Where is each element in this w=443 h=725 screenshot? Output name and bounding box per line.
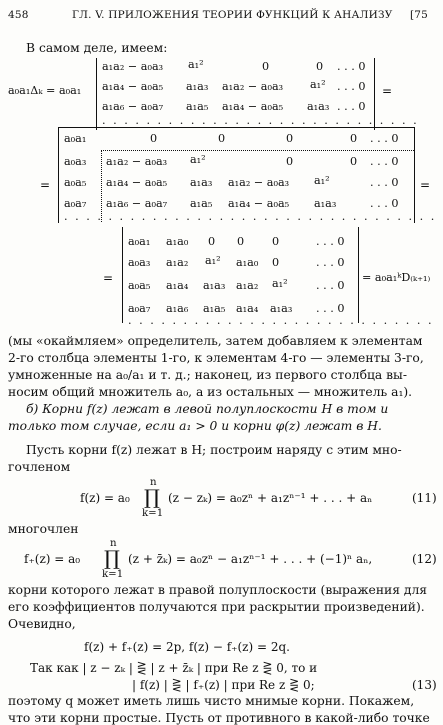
det1-r2c1: a₁a₄ − a₀a₅ [102, 80, 164, 93]
eq12-prod-bottom: k=1 [102, 569, 124, 580]
det2-r2c1: a₀a₃ [64, 155, 87, 168]
det3-r2c6: . . . 0 [316, 256, 345, 269]
det1-lhs: a₀a₁Δₖ = a₀a₁ [8, 84, 82, 97]
det3-r1c3: 0 [208, 235, 216, 248]
det3-r2c3: a₁² [205, 254, 221, 267]
det2-r2c5: 0 [350, 155, 358, 168]
det3-r4c6: . . . 0 [316, 302, 345, 315]
eq11-prod-bottom: k=1 [142, 508, 164, 519]
eq12-number: (12) [412, 552, 437, 566]
det3-r3c2: a₁a₄ [166, 279, 189, 292]
para1-line4: носим общий множитель a₀, а из остальных — множитель a₁). [8, 385, 413, 399]
det1-r3c3: a₁a₄ − a₀a₅ [222, 100, 284, 113]
det1-r2c4: a₁² [310, 78, 326, 91]
det2-top-rule [58, 127, 414, 128]
det2-r3c3: a₁a₃ [190, 176, 213, 189]
det3-right-bar [358, 227, 359, 323]
det2-r4c3: a₁a₅ [190, 197, 213, 210]
det3-left-bar [122, 227, 123, 323]
det1-r3c5: . . . 0 [337, 100, 366, 113]
det2-r4c5: a₁a₃ [314, 197, 337, 210]
det2-dots-row: . . . . . . . . . . . . . . . . . . . . . . . . . . . . . . . . . . [64, 210, 437, 223]
page-number: 458 [8, 9, 29, 21]
det2-r3c6: . . . 0 [370, 176, 399, 189]
running-title: ГЛ. V. ПРИЛОЖЕНИЯ ТЕОРИИ ФУНКЦИЙ К АНАЛИЗУ [72, 9, 393, 21]
det3-r2c4: a₁a₀ [236, 256, 259, 269]
para3-line2: гочленом [8, 460, 71, 474]
det1-equals: = [382, 84, 393, 98]
det2-r1c2: 0 [150, 132, 158, 145]
det2-r3c4: a₁a₂ − a₀a₃ [228, 176, 290, 189]
det3-r2c1: a₀a₃ [128, 256, 151, 269]
det3-r3c4: a₁a₂ [236, 279, 259, 292]
det2-r1c4: 0 [286, 132, 294, 145]
det3-r4c2: a₁a₆ [166, 302, 189, 315]
det1-r2c2: a₁a₃ [186, 80, 209, 93]
det3-r1c4: 0 [237, 235, 245, 248]
det3-r4c4: a₁a₄ [236, 302, 259, 315]
para1-line2: 2-го столбца элементы 1-го, к элементам 4-го — элементы 3-го, [8, 351, 424, 365]
det2-equals-left: = [40, 178, 51, 192]
para4-line2: его коэффициентов получаются при раскрытии произведений). [8, 600, 425, 614]
det2-r4c2: a₁a₆ − a₀a₇ [106, 197, 168, 210]
det1-r1c4: 0 [316, 60, 324, 73]
det2-r2c3: a₁² [190, 153, 206, 166]
det3-r1c1: a₀a₁ [128, 235, 151, 248]
det2-r4c4: a₁a₄ − a₀a₅ [228, 197, 290, 210]
det2-r1c3: 0 [218, 132, 226, 145]
det2-r3c5: a₁² [314, 174, 330, 187]
det3-r1c5: 0 [272, 235, 280, 248]
intro-line: В самом деле, имеем: [26, 41, 168, 55]
det2-left-bar [58, 127, 59, 223]
det3-r1c2: a₁a₀ [166, 235, 189, 248]
para1-line1: (мы «окаймляем» определитель, затем добавляем к элементам [8, 334, 423, 348]
det3-r3c6: . . . 0 [316, 279, 345, 292]
det3-equals-left: = [103, 271, 114, 285]
det1-r1c1: a₁a₂ − a₀a₃ [102, 60, 164, 73]
det2-r2c4: 0 [286, 155, 294, 168]
para4-line1: корни которого лежат в правой полуплоскости (выражения для [8, 583, 428, 597]
det1-r3c4: a₁a₃ [307, 100, 330, 113]
det1-r1c5: . . . 0 [337, 60, 366, 73]
det2-equals-right: = [420, 178, 431, 192]
det3-r1c6: . . . 0 [316, 235, 345, 248]
det3-r4c1: a₀a₇ [128, 302, 151, 315]
det2-r3c1: a₀a₅ [64, 176, 87, 189]
eq11-prod-symbol: ∏ [144, 485, 160, 509]
eq11-prod-top: n [150, 477, 157, 488]
det1-r1c2: a₁² [188, 58, 204, 71]
det3-r2c5: 0 [272, 256, 280, 269]
det2-r4c6: . . . 0 [370, 197, 399, 210]
det2-right-bar [414, 127, 415, 223]
det3-rhs: = a₀a₁ᵏD₍ₖ₊₁₎ [362, 271, 431, 284]
para2-line1: б) Корни f(z) лежат в левой полуплоскости H в том и [26, 402, 389, 416]
det3-r3c1: a₀a₅ [128, 279, 151, 292]
det1-r2c5: . . . 0 [337, 80, 366, 93]
det2-r2c6: . . . 0 [370, 155, 399, 168]
section-number: [75 [410, 9, 429, 21]
det3-r4c5: a₁a₃ [270, 302, 293, 315]
det3-r4c3: a₁a₅ [203, 302, 226, 315]
eq12-prod-top: n [110, 538, 117, 549]
det1-left-bar [96, 58, 97, 130]
para2-line2: только том случае, если a₁ > 0 и корни φ(z) лежат в H. [8, 419, 382, 433]
eq12-left: f₊(z) = a₀ [24, 552, 81, 566]
det2-r1c1: a₀a₁ [64, 132, 87, 145]
det1-r2c3: a₁a₂ − a₀a₃ [222, 80, 284, 93]
det3-dots-row: . . . . . . . . . . . . . . . . . . . . . . . . . . . . [128, 314, 434, 327]
det2-r4c1: a₀a₇ [64, 197, 87, 210]
para5-line1: Так как | z − zₖ | ⋛ | z + z̄ₖ | при Re z ⋛ 0, то и [30, 661, 318, 675]
eq13-number: (13) [412, 678, 437, 692]
eq12-prod-symbol: ∏ [104, 546, 120, 570]
det1-r3c1: a₁a₆ − a₀a₇ [102, 100, 164, 113]
eq12-right: (z + z̄ₖ) = a₀zⁿ − a₁zⁿ⁻¹ + . . . + (−1)ⁿ aₙ, [128, 552, 373, 566]
para3-line1: Пусть корни f(z) лежат в H; построим наряду с этим мно- [26, 443, 402, 457]
eq11-number: (11) [412, 491, 437, 505]
det2-inner-top-rule [101, 150, 414, 151]
para6-line1: поэтому q может иметь лишь чисто мнимые корни. Покажем, [8, 694, 415, 708]
para5-line2: | f(z) | ⋛ | f₊(z) | при Re z ⋛ 0; [132, 678, 315, 692]
det3-r3c3: a₁a₃ [203, 279, 226, 292]
det3-r3c5: a₁² [272, 277, 288, 290]
eq11-left: f(z) = a₀ [80, 491, 130, 505]
det2-r1c6: . . . 0 [370, 132, 399, 145]
equation-sum-diff: f(z) + f₊(z) = 2p, f(z) − f₊(z) = 2q. [84, 640, 290, 654]
para1-line3: умноженные на a₀/a₁ и т. д.; наконец, из первого столбца вы- [8, 368, 407, 382]
det2-r2c2: a₁a₂ − a₀a₃ [106, 155, 168, 168]
det1-r1c3: 0 [262, 60, 270, 73]
det1-dots-row: . . . . . . . . . . . . . . . . . . . . . . . . . . . . . [102, 114, 419, 127]
para4-line3: Очевидно, [8, 617, 76, 631]
det2-r1c5: 0 [350, 132, 358, 145]
para6-line2: что эти корни простые. Пусть от противного в какой-либо точке [8, 711, 430, 725]
det2-r3c2: a₁a₄ − a₀a₅ [106, 176, 168, 189]
det3-r2c2: a₁a₂ [166, 256, 189, 269]
eq11-right: (z − zₖ) = a₀zⁿ + a₁zⁿ⁻¹ + . . . + aₙ [168, 491, 373, 505]
det1-r3c2: a₁a₅ [186, 100, 209, 113]
word-polynomial: многочлен [8, 522, 79, 536]
